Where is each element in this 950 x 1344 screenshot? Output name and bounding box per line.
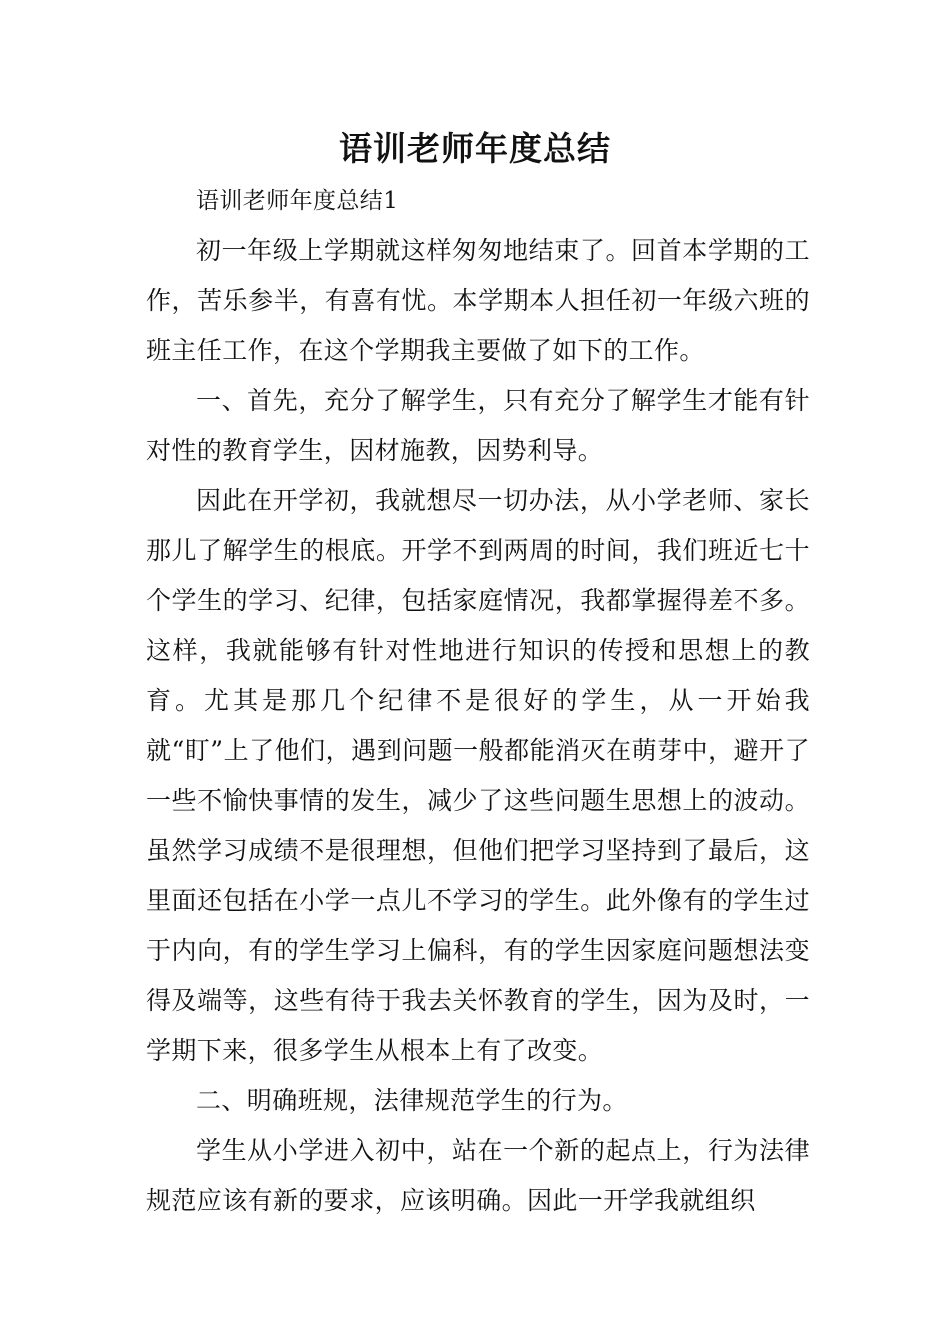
paragraph-intro: 初一年级上学期就这样匆匆地结束了。回首本学期的工作，苦乐参半，有喜有忧。本学期本人担任初一年级六班的班主任工作，在这个学期我主要做了如下的工作。 [146,236,810,365]
document-body [146,176,810,1226]
paragraph-point-two: 二、明确班规，法律规范学生的行为。 [196,1086,628,1115]
paragraph-rules: 学生从小学进入初中，站在一个新的起点上，行为法律规范应该有新的要求，应该明确。因此一开学我就组织 [146,1136,810,1215]
document-title: 语训老师年度总结 [339,129,611,168]
paragraph-point-one: 一、首先，充分了解学生，只有充分了解学生才能有针对性的教育学生，因材施教，因势利导。 [146,386,810,465]
section-subtitle: 语训老师年度总结1 [196,188,399,214]
paragraph-details: 因此在开学初，我就想尽一切办法，从小学老师、家长那儿了解学生的根底。开学不到两周的时间，我们班近七十个学生的学习、纪律，包括家庭情况，我都掌握得差不多。这样，我就能够有针对性地进行知识的传授和思想上的教育。尤其是那几个纪律不是很好的学生，从一开始我就“盯”上了他们，遇到问题一般都能消灭在萌芽中，避开了一些不愉快事情的发生，减少了这些问题生思想上的波动。虽然学习成绩不是很理想，但他们把学习坚持到了最后，这里面还包括在小学一点儿不学习的学生。此外像有的学生过于内向，有的学生学习上偏科，有的学生因家庭问题想法变得及端等，这些有待于我去关怀教育的学生，因为及时，一学期下来，很多学生从根本上有了改变。 [146,486,810,1065]
